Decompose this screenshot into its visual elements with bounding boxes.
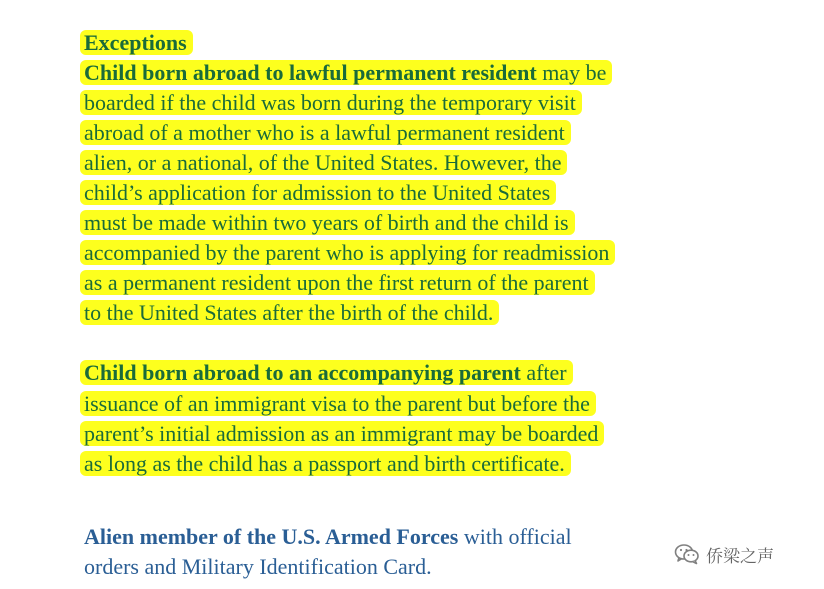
para1-text: to the United States after the birth of the child.: [80, 300, 499, 325]
para1-text: boarded if the child was born during the temporary visit: [80, 90, 582, 115]
para2-text: after: [520, 360, 567, 385]
para1-line-3: [80, 118, 571, 148]
para2-line-2: [80, 389, 596, 419]
para1-line-7: [80, 238, 615, 268]
para1-text: child’s application for admission to the United States: [80, 180, 556, 205]
para1-line-9: [80, 298, 499, 328]
para1-line-6: [80, 208, 575, 238]
para1-line-1: [80, 58, 612, 88]
para2-line-4: [80, 449, 571, 479]
armed-forces-bold-lead: Alien member of the U.S. Armed Forces: [84, 524, 459, 549]
para1-line-2: [80, 88, 582, 118]
watermark: [674, 540, 774, 568]
para1-text: as a permanent resident upon the first return of the parent: [80, 270, 595, 295]
para1-text: alien, or a national, of the United States. However, the: [80, 150, 567, 175]
para2-line-3: [80, 419, 604, 449]
para2-bold-lead: Child born abroad to an accompanying parent: [84, 360, 521, 385]
exceptions-heading: Exceptions: [80, 30, 193, 55]
para2-text: parent’s initial admission as an immigrant may be boarded: [80, 421, 604, 446]
armed-forces-line-2: [84, 552, 432, 582]
para1-line-4: [80, 148, 567, 178]
para2-line-1: [80, 358, 573, 388]
para1-line-8: [80, 268, 595, 298]
para1-text: accompanied by the parent who is applying for readmission: [80, 240, 615, 265]
para1-highlight-1: [80, 60, 612, 85]
wechat-icon: [674, 542, 700, 566]
para2-text: issuance of an immigrant visa to the parent but before the: [80, 391, 596, 416]
exceptions-heading-line: [80, 28, 193, 58]
para1-text: abroad of a mother who is a lawful permanent resident: [80, 120, 571, 145]
armed-forces-text: with official: [458, 524, 572, 549]
armed-forces-text: orders and Military Identification Card.: [84, 554, 432, 579]
para2-highlight-1: [80, 360, 573, 385]
para1-text: must be made within two years of birth and the child is: [80, 210, 575, 235]
para1-line-5: [80, 178, 556, 208]
para1-text: may be: [536, 60, 607, 85]
watermark-text: 侨梁之声: [706, 546, 774, 567]
para2-text: as long as the child has a passport and birth certificate.: [80, 451, 571, 476]
armed-forces-line-1: [84, 522, 572, 552]
para1-bold-lead: Child born abroad to lawful permanent resident: [84, 60, 537, 85]
